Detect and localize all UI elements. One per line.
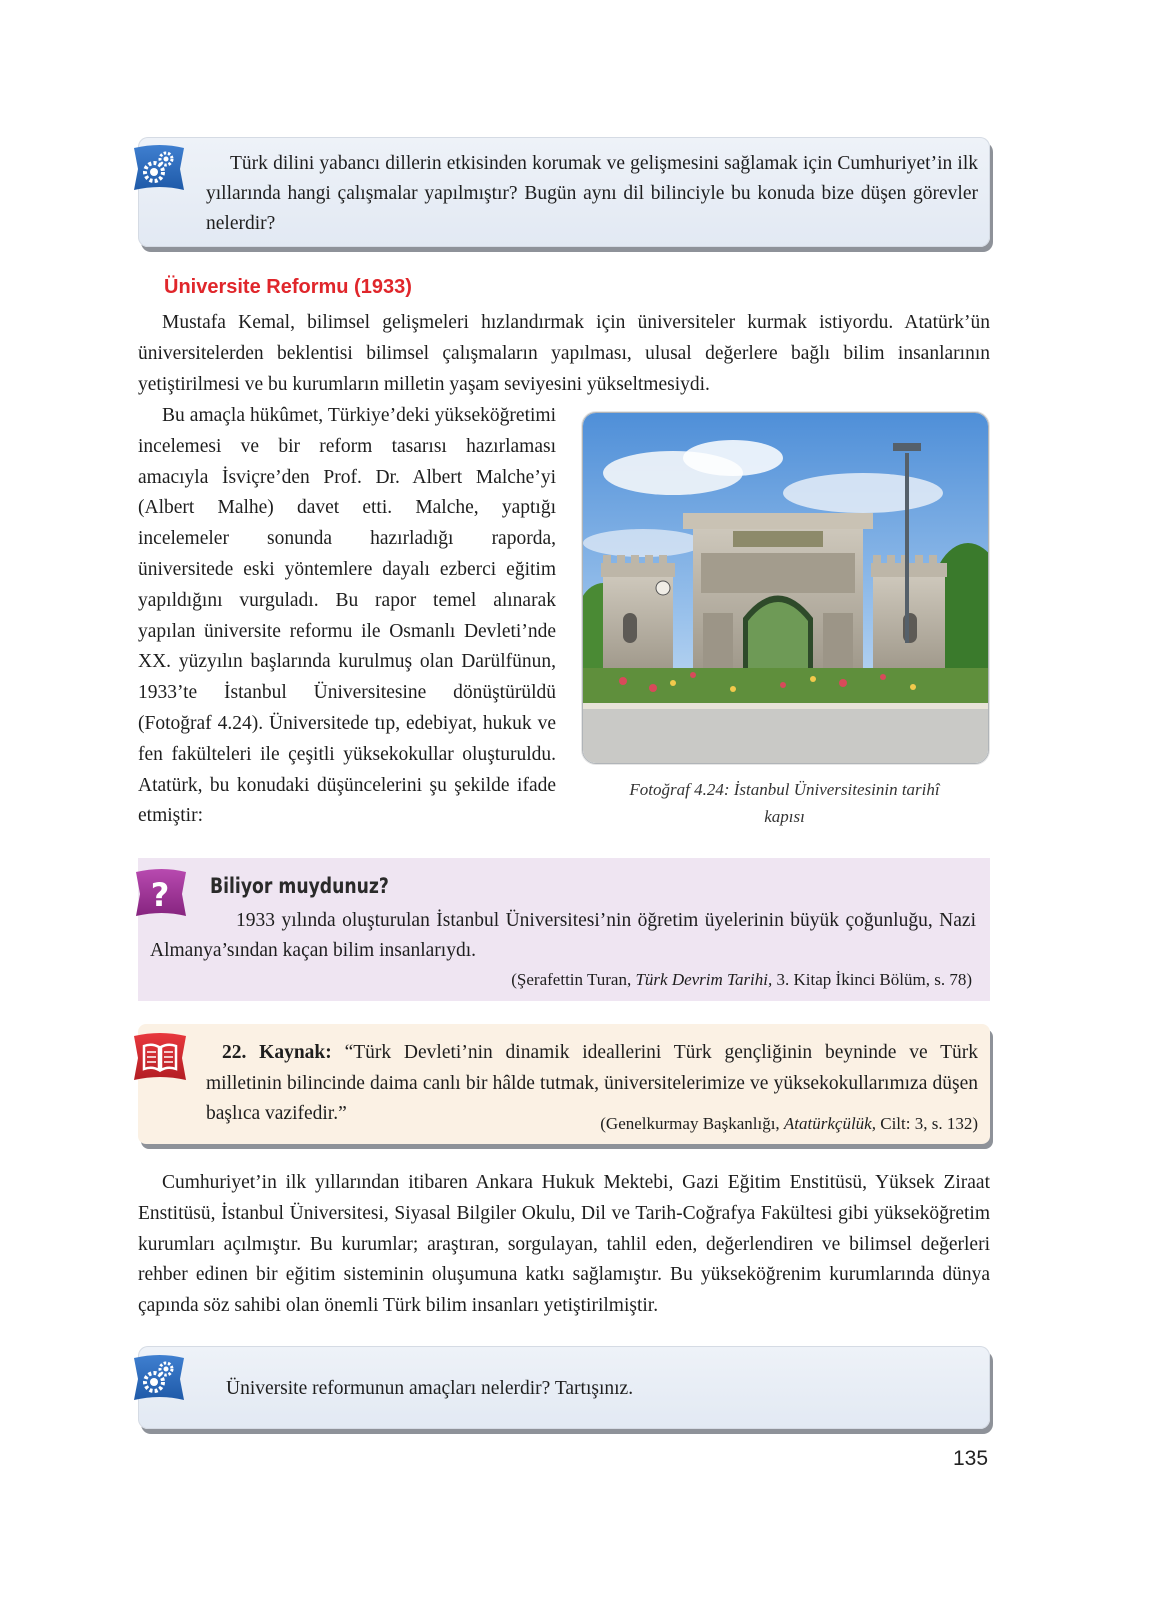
source-box (138, 1024, 990, 1144)
paragraph-1: Mustafa Kemal, bilimsel gelişmeleri hızlandırmak için üniversiteler kurmak istiyordu. Atatürk’ün üniversitelerden beklentisi bilimsel çalışmaların yapılması, ulusal değerlere bağlı bilim insanlarının yetiştirilmesi ve bu kurumların milletin yaşam seviyesini yükseltmesiydi. (138, 312, 990, 395)
section-title: Üniversite Reformu (1933) (164, 276, 412, 298)
source-label: 22. Kaynak: (222, 1042, 332, 1063)
question-1-text: Türk dilini yabancı dillerin etkisinden korumak ve gelişmesini sağlamak için Cumhuriyet’in ilk yıllarında hangi çalışmalar yapılmıştır? Bugün aynı dil bilinciyle bu konuda bize düşen görevler nelerdir? (206, 153, 978, 234)
page-number: 135 (953, 1447, 989, 1470)
source-reference (600, 1114, 978, 1134)
question-2-text: Üniversite reformunun amaçları nelerdir? Tartışınız. (226, 1378, 634, 1399)
reference-suffix: Cilt: 3, s. 132) (875, 1114, 978, 1133)
svg-text:?: ? (150, 876, 170, 914)
gears-icon (130, 142, 188, 196)
reference-title: Türk Devrim Tarihi, (635, 970, 773, 989)
question-box-2 (138, 1346, 990, 1429)
gears-icon (130, 1352, 188, 1406)
reference-prefix: (Genelkurmay Başkanlığı, (600, 1114, 784, 1133)
reference-prefix: (Şerafettin Turan, (511, 970, 636, 989)
did-you-know-text: 1933 yılında oluşturulan İstanbul Üniversitesi’nin öğretim üyelerinin büyük çoğunluğu, Nazi Almanya’sından kaçan bilim insanlarıydı. (150, 910, 976, 961)
reference-suffix: 3. Kitap İkinci Bölüm, s. 78) (772, 970, 972, 989)
photo-caption (582, 776, 987, 830)
did-you-know-reference (511, 970, 972, 990)
book-icon (130, 1030, 190, 1086)
question-box-1 (138, 137, 990, 247)
question-mark-icon (132, 866, 190, 922)
did-you-know-box (138, 858, 990, 1001)
photo-caption-line-2: kapısı (764, 807, 805, 826)
photo-caption-line-1: Fotoğraf 4.24: İstanbul Üniversitesinin tarihî (629, 780, 940, 799)
paragraph-2: Bu amaçla hükûmet, Türkiye’deki yükseköğretimi incelemesi ve bir reform tasarısı hazırlaması amacıyla İsviçre’den Prof. Dr. Albert Malche’yi (Albert Malhe) davet etti. Malche, yaptığı incelemeler sonunda hazırladığı raporda, üniversitede eski yöntemlere dayalı ezberci eğitim yapıldığını vurguladı. Bu rapor temel alınarak yapılan üniversite reformu ile Osmanlı Devleti’nde XX. yüzyılın başlarında kurulmuş olan Darülfünun, 1933’te İstanbul Üniversitesine dönüştürüldü (Fotoğraf 4.24). Üniversitede tıp, edebiyat, hukuk ve fen fakülteleri ile çeşitli yüksekokullar oluşturuldu. Atatürk, bu konudaki düşüncelerini şu şekilde ifade etmiştir: (138, 405, 556, 827)
paragraph-3: Cumhuriyet’in ilk yıllarından itibaren Ankara Hukuk Mektebi, Gazi Eğitim Enstitüsü, Yüksek Ziraat Enstitüsü, İstanbul Üniversitesi, Siyasal Bilgiler Okulu, Dil ve Tarih-Coğrafya Fakültesi gibi yükseköğretim kurumları açılmıştır. Bu kurumlar; araştıran, sorgulayan, tahlil eden, değerlendiren ve bilimsel değerleri rehber edinen bir eğitim sisteminin oluşumuna katkı sağlamıştır. Bu yükseköğrenim kurumlarında dünya çapında söz sahibi olan önemli Türk bilim insanları yetiştirilmiştir. (138, 1172, 990, 1317)
did-you-know-title: Biliyor muydunuz? (210, 874, 389, 898)
reference-title: Atatürkçülük, (783, 1114, 876, 1133)
university-gate-photo (582, 412, 989, 764)
source-quote: “Türk Devleti’nin dinamik ideallerini Türk gençliğinin beyninde ve Türk milletinin bilincinde daima canlı bir hâlde tutmak, üniversitelerimize ve yüksekokullarımıza düşen başlıca vazifedir.” (206, 1042, 978, 1124)
